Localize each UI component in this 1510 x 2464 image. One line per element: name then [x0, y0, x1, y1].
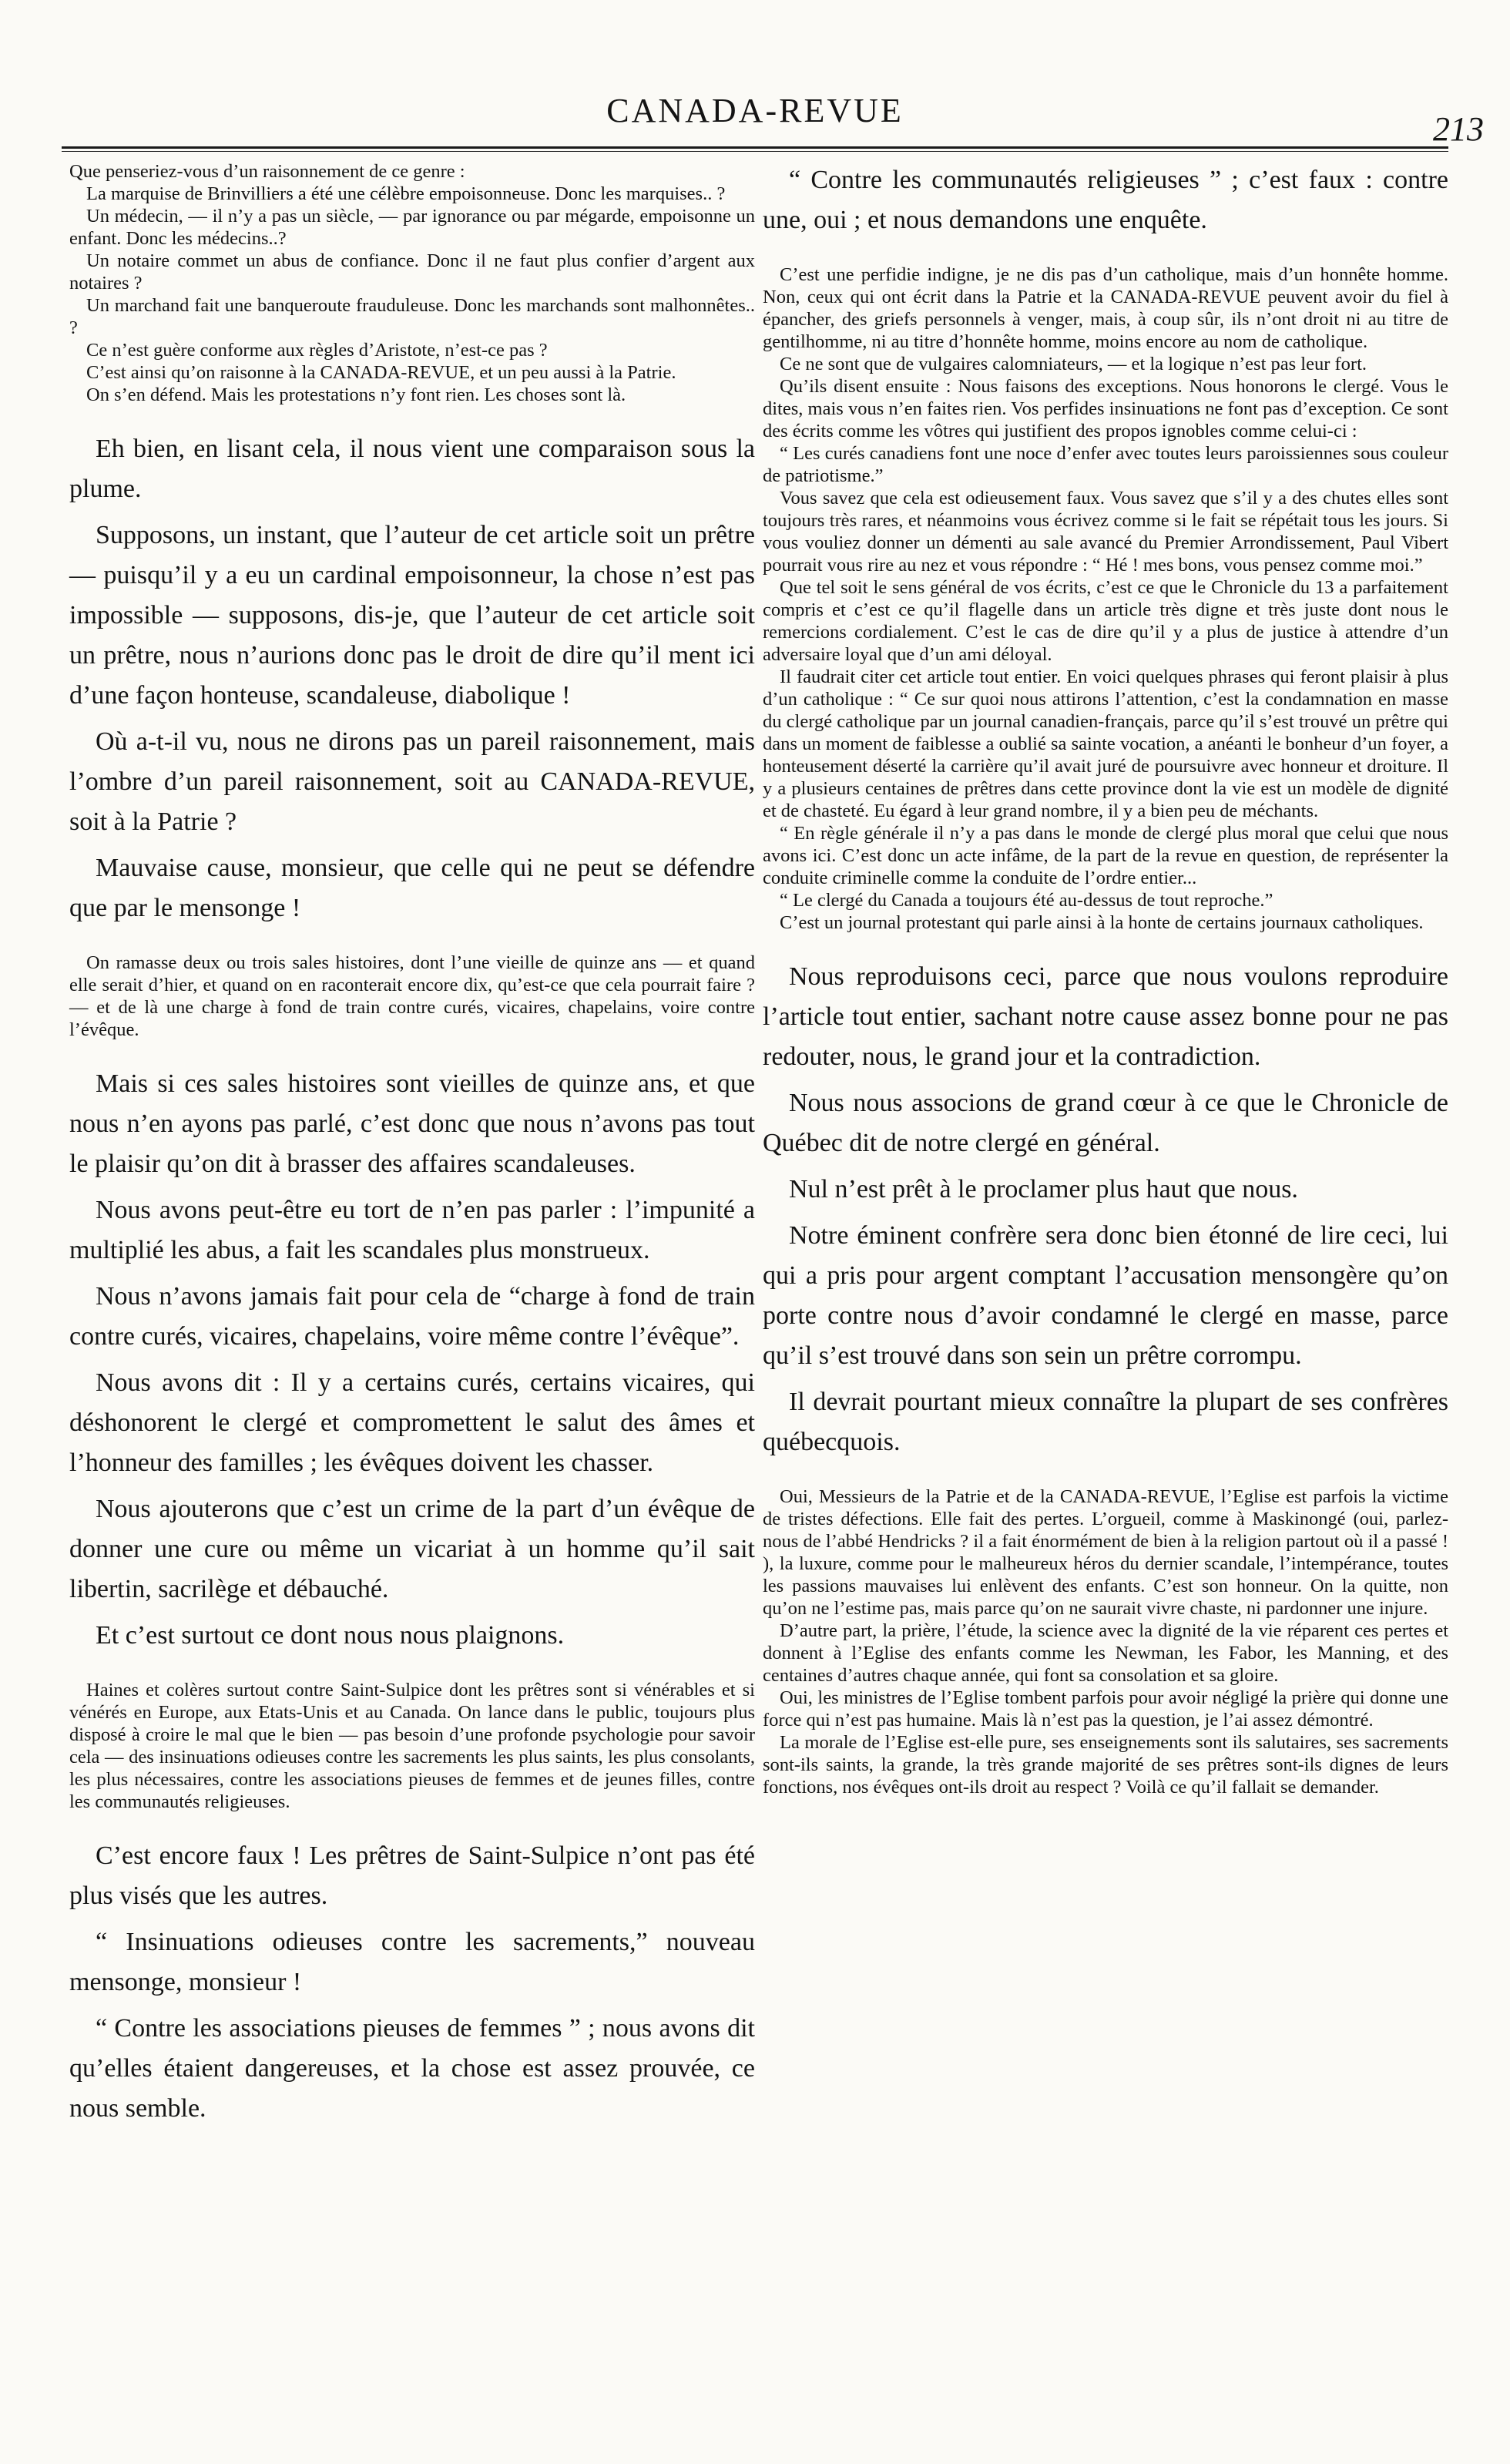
paragraph: Un médecin, — il n’y a pas un siècle, — par ignorance ou par mégarde, empoisonne un enfant. Donc les médecins..? [69, 206, 755, 249]
paragraph: C’est ainsi qu’on raisonne à la CANADA-REVUE, et un peu aussi à la Patrie. [86, 362, 676, 383]
paragraph: Qu’ils disent ensuite : Nous faisons des exceptions. Nous honorons le clergé. Vous le dites, mais vous n’en faites rien. Vos perfides insinuations ne font pas d’exception. Ce sont des écrits comme les vôtres qui justifient des propos ignobles comme celui-ci : [763, 376, 1448, 441]
paragraph: On s’en défend. Mais les protestations n’y font rien. Les choses sont là. [86, 384, 626, 405]
paragraph: Supposons, un instant, que l’auteur de cet article soit un prêtre — puisqu’il y a eu un cardinal empoisonneur, la chose n’est pas impossible — supposons, dis-je, que l’auteur de cet article soit un prêtre, nous n’aurions donc pas le droit de dire qu’il ment ici d’une façon honteuse, scandaleuse, diabolique ! [69, 521, 755, 710]
paragraph: “ Contre les communautés religieuses ” ; c’est faux : contre une, oui ; et nous demandons une enquête. [763, 166, 1448, 234]
left-block-5-quote [69, 1679, 755, 1813]
paragraph: La marquise de Brinvilliers a été une célèbre empoisonneuse. Donc les marquises.. ? [86, 183, 726, 204]
paragraph: Mauvaise cause, monsieur, que celle qui ne peut se défendre que par le mensonge ! [69, 854, 755, 922]
right-block-3 [763, 957, 1448, 1462]
paragraph: Eh bien, en lisant cela, il nous vient une comparaison sous la plume. [69, 435, 755, 503]
right-block-2-quote [763, 264, 1448, 934]
paragraph: On ramasse deux ou trois sales histoires, dont l’une vieille de quinze ans — et quand elle serait d’hier, et quand on en raconterait encore dix, qu’est-ce que cela pourrait faire ? — et de là une charge à fond de train contre curés, vicaires, chapelains, voire contre l’évêque. [69, 952, 755, 1040]
left-block-1 [69, 160, 755, 406]
paragraph: Un notaire commet un abus de confiance. Donc il ne faut plus confier d’argent aux notaires ? [69, 250, 755, 294]
paragraph: Il devrait pourtant mieux connaître la plupart de ses confrères québecquois. [763, 1388, 1448, 1456]
page-header [0, 0, 1510, 154]
paragraph: Ce n’est guère conforme aux règles d’Aristote, n’est-ce pas ? [86, 340, 548, 361]
paragraph: C’est un journal protestant qui parle ainsi à la honte de certains journaux catholiques. [780, 912, 1424, 933]
paragraph: Nous ajouterons que c’est un crime de la part d’un évêque de donner une cure ou même un vicariat à un homme qu’il sait libertin, sacrilège et débauché. [69, 1495, 755, 1603]
paragraph: “ En règle générale il n’y a pas dans le monde de clergé plus moral que celui que nous avons ici. C’est donc un acte infâme, de la part de la revue en question, de représenter la conduite criminelle comme la conduite de l’ordre entier... [763, 823, 1448, 888]
journal-title: CANADA-REVUE [606, 92, 904, 129]
left-block-3-quote [69, 952, 755, 1041]
right-block-4-quote [763, 1485, 1448, 1798]
paragraph: “ Contre les associations pieuses de femmes ” ; nous avons dit qu’elles étaient dangereuses, et la chose est assez prouvée, ce nous semble. [69, 2014, 755, 2123]
paragraph: “ Les curés canadiens font une noce d’enfer avec toutes leurs paroissiennes sous couleur de patriotisme.” [763, 443, 1448, 486]
left-block-2 [69, 429, 755, 928]
paragraph: Mais si ces sales histoires sont vieilles de quinze ans, et que nous n’en ayons pas parlé, c’est donc que nous n’avons pas tout le plaisir qu’on dit à brasser des affaires scandaleuses. [69, 1069, 755, 1178]
left-block-4 [69, 1064, 755, 1656]
paragraph: Nul n’est prêt à le proclamer plus haut que nous. [789, 1175, 1298, 1203]
paragraph: Et c’est surtout ce dont nous nous plaignons. [96, 1621, 565, 1650]
paragraph: C’est encore faux ! Les prêtres de Saint-Sulpice n’ont pas été plus visés que les autres. [69, 1841, 755, 1910]
paragraph: Que tel soit le sens général de vos écrits, c’est ce que le Chronicle du 13 a parfaitement compris et c’est ce qu’il flagelle dans un article très digne et très juste dont nous le remercions cordialement. C’est le cas de dire qu’il y a plus de justice à attendre d’un adversaire loyal que d’un ami déloyal. [763, 577, 1448, 665]
paragraph: Que penseriez-vous d’un raisonnement de ce genre : [69, 161, 465, 182]
paragraph: Nous reproduisons ceci, parce que nous voulons reproduire l’article tout entier, sachant notre cause assez bonne pour ne pas redouter, nous, le grand jour et la contradiction. [763, 962, 1448, 1071]
paragraph: Notre éminent confrère sera donc bien étonné de lire ceci, lui qui a pris pour argent comptant l’accusation mensongère qu’on porte contre nous d’avoir condamné le clergé en masse, parce qu’il s’est trouvé dans son sein un prêtre corrompu. [763, 1221, 1448, 1370]
paragraph: Il faudrait citer cet article tout entier. En voici quelques phrases qui feront plaisir à plus d’un catholique : “ Ce sur quoi nous attirons l’attention, c’est la condamnation en masse du clergé catholique par un journal canadien-français, parce qu’il s’est trouvé un prêtre qui dans un moment de faiblesse a oublié sa sainte vocation, a anéanti le bonheur d’un foyer, a honteusement déserté la carrière qu’il avait juré de poursuivre avec honneur et droiture. Il y a plusieurs centaines de prêtres dans cette province dont la vie est un modèle de dignité et de chasteté. Eu égard à leur grand nombre, il y a bien peu de méchants. [763, 666, 1448, 821]
right-block-1 [763, 160, 1448, 240]
paragraph: C’est une perfidie indigne, je ne dis pas d’un catholique, mais d’un honnête homme. Non, ceux qui ont écrit dans la Patrie et la CANADA-REVUE peuvent avoir du fiel à épancher, des griefs personnels à venger, mais, à coup sûr, ils n’ont droit ni au titre de gentilhomme, ni au titre d’honnête homme, moins encore au nom de catholique. [763, 264, 1448, 352]
paragraph: Oui, les ministres de l’Eglise tombent parfois pour avoir négligé la prière qui donne une force qui n’est pas humaine. Mais là n’est pas la question, je l’ai assez démontré. [763, 1687, 1448, 1731]
paragraph: Haines et colères surtout contre Saint-Sulpice dont les prêtres sont si vénérables et si vénérés en Europe, aux Etats-Unis et au Canada. On lance dans le public, toujours plus disposé à croire le mal que le bien — pas besoin d’une profonde psychologie pour savoir cela — des insinuations odieuses contre les sacrements les plus saints, les plus consolants, les plus nécessaires, contre les associations pieuses de femmes et de jeunes filles, contre les communautés religieuses. [69, 1680, 755, 1812]
paragraph: Vous savez que cela est odieusement faux. Vous savez que s’il y a des chutes elles sont toujours très rares, et néanmoins vous écrivez comme si le fait se répétait tous les jours. Si vous vouliez donner un démenti au sale avancé du Premier Arrondissement, Paul Vibert pourrait vous rire au nez et vous répondre : “ Hé ! mes bons, vous pensez comme moi.” [763, 488, 1448, 576]
paragraph: Nous nous associons de grand cœur à ce que le Chronicle de Québec dit de notre clergé en général. [763, 1089, 1448, 1157]
left-block-6 [69, 1836, 755, 2129]
paragraph: Ce ne sont que de vulgaires calomniateurs, — et la logique n’est pas leur fort. [780, 354, 1367, 374]
page-number: 213 [1433, 110, 1484, 148]
paragraph: La morale de l’Eglise est-elle pure, ses enseignements sont ils salutaires, ses sacrements sont-ils saints, la grande, la très grande majorité de ses prêtres sont-ils dignes de leurs fonctions, nos évêques ont-ils droit au respect ? Voilà ce qu’il fallait se demander. [763, 1732, 1448, 1798]
left-column [69, 160, 755, 2129]
paragraph: Où a-t-il vu, nous ne dirons pas un pareil raisonnement, mais l’ombre d’un pareil raisonnement, soit au CANADA-REVUE, soit à la Patrie ? [69, 727, 755, 836]
paragraph: Oui, Messieurs de la Patrie et de la CANADA-REVUE, l’Eglise est parfois la victime de tristes défections. Elle fait des pertes. L’orgueil, comme à Maskinongé (oui, parlez-nous de l’abbé Hendricks ? il a fait énormément de bien à la religion partout où il a passé ! ), la luxure, comme pour le malheureux héros du dernier scandale, l’intempérance, toutes les passions mauvaises lui enlèvent des enfants. C’est son honneur. On la quitte, non qu’on ne l’estime pas, mais parce qu’on ne saurait vivre chaste, ni pardonner une injure. [763, 1486, 1448, 1619]
right-column [763, 160, 1448, 1798]
header-rule [62, 146, 1448, 152]
paragraph: “ Insinuations odieuses contre les sacrements,” nouveau mensonge, monsieur ! [69, 1928, 755, 1996]
paragraph: Nous avons dit : Il y a certains curés, certains vicaires, qui déshonorent le clergé et compromettent le salut des âmes et l’honneur des familles ; les évêques doivent les chasser. [69, 1368, 755, 1477]
paragraph: “ Le clergé du Canada a toujours été au-dessus de tout reproche.” [780, 890, 1273, 911]
paragraph: D’autre part, la prière, l’étude, la science avec la dignité de la vie réparent ces pertes et donnent à l’Eglise des enfants comme les Newman, les Fabor, les Manning, et des centaines d’autres chaque année, qui font sa consolation et sa gloire. [763, 1620, 1448, 1686]
paragraph: Nous n’avons jamais fait pour cela de “charge à fond de train contre curés, vicaires, chapelains, voire même contre l’évêque”. [69, 1282, 755, 1351]
paragraph: Nous avons peut-être eu tort de n’en pas parler : l’impunité a multiplié les abus, a fait les scandales plus monstrueux. [69, 1196, 755, 1264]
paragraph: Un marchand fait une banqueroute frauduleuse. Donc les marchands sont malhonnêtes.. ? [69, 295, 755, 338]
